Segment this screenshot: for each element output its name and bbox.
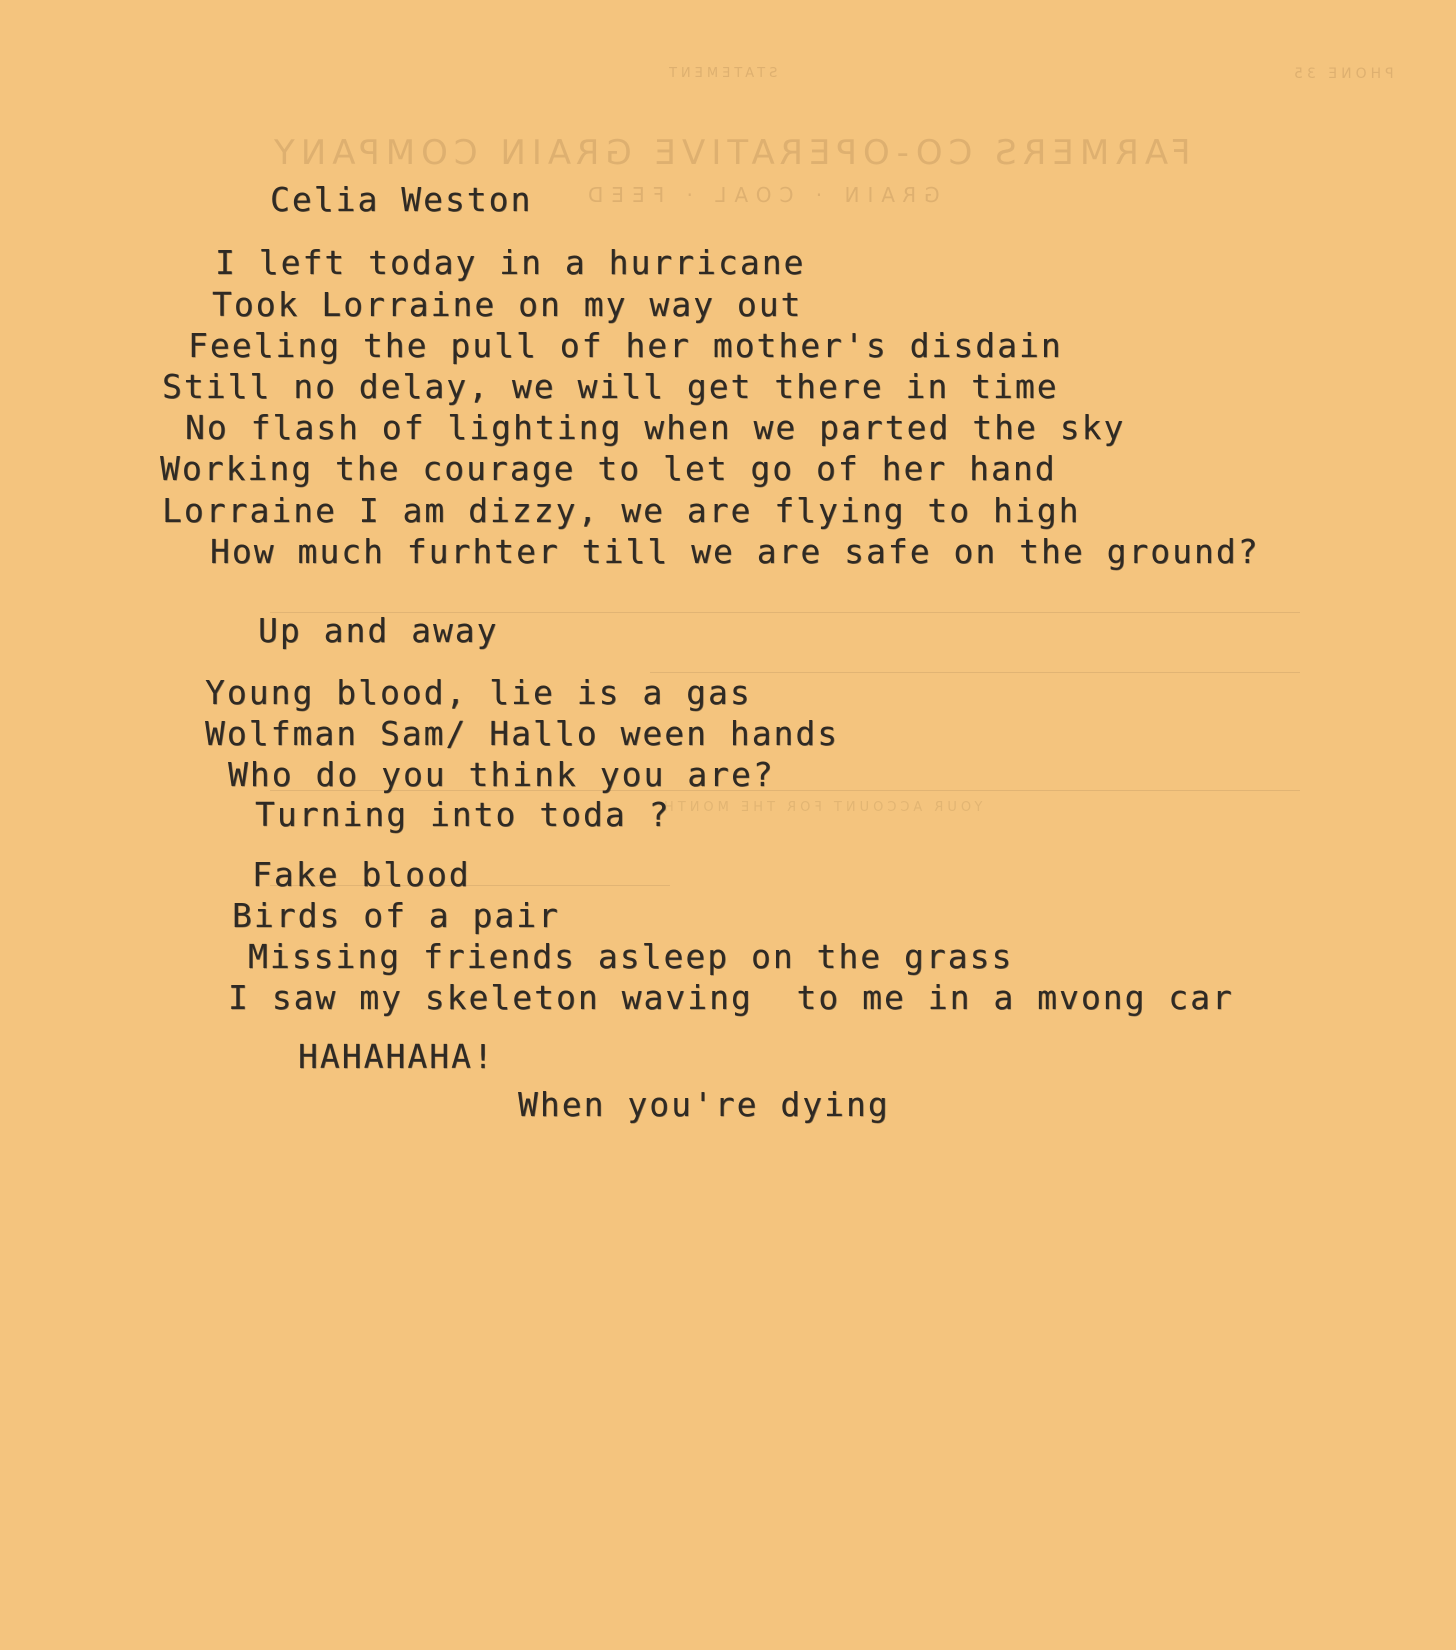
bleed-phone-text: PHONE 35: [1290, 66, 1394, 82]
stanza3-line-3: Missing friends asleep on the grass: [248, 937, 1014, 976]
laugh-line: HAHAHAHA!: [298, 1037, 495, 1076]
stanza2-line-2: Wolfman Sam/ Hallo ween hands: [205, 714, 840, 753]
stanza1-line-6: Working the courage to let go of her hand: [160, 449, 1057, 488]
bleed-goods-line: GRAIN · COAL · FEED: [580, 183, 940, 207]
author-name: Celia Weston: [270, 180, 533, 219]
stanza3-line-2: Birds of a pair: [232, 896, 561, 935]
refrain-line: Up and away: [258, 611, 499, 650]
stanza2-line-1: Young blood, lie is a gas: [205, 673, 752, 712]
bleed-company-name: FARMERS CO-OPERATIVE GRAIN COMPANY: [268, 133, 1191, 173]
stanza2-line-3: Who do you think you are?: [228, 755, 775, 794]
stanza1-line-1: I left today in a hurricane: [215, 243, 806, 282]
stanza1-line-2: Took Lorraine on my way out: [212, 285, 803, 324]
stanza3-line-1: Fake blood: [252, 855, 471, 894]
stanza1-line-3: Feeling the pull of her mother's disdain: [188, 326, 1063, 365]
stanza1-line-8: How much furhter till we are safe on the ground?: [210, 532, 1260, 571]
stanza3-line-4: I saw my skeleton waving to me in a mvong car: [228, 978, 1234, 1017]
bleed-statement-text: STATEMENT: [665, 66, 778, 81]
closing-line: When you're dying: [518, 1085, 890, 1124]
stanza1-line-7: Lorraine I am dizzy, we are flying to high: [162, 491, 1081, 530]
stanza1-line-4: Still no delay, we will get there in time: [162, 367, 1059, 406]
stanza1-line-5: No flash of lighting when we parted the sky: [185, 408, 1126, 447]
bleed-account-note: YOUR ACCOUNT FOR THE MONTH: [660, 800, 983, 815]
stanza2-line-4: Turning into toda ?: [255, 795, 671, 834]
